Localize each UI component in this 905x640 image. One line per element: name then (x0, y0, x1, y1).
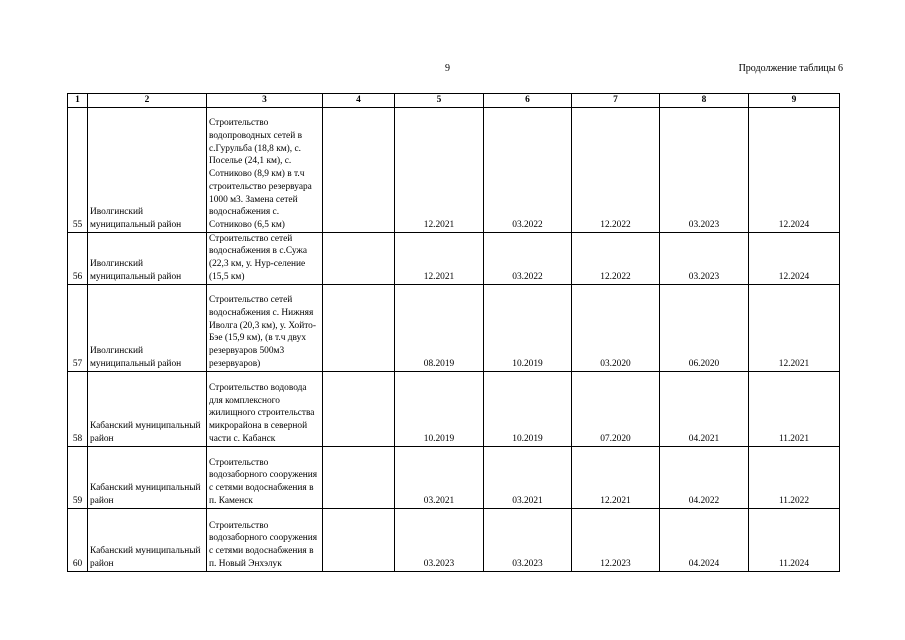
description-cell: Строительство сетей водоснабжения с. Нижняя Иволга (20,3 км), у. Хойто-Бэе (15,9 км), (в т.ч двух резервуаров 500м3 резервуаров) (207, 284, 323, 371)
table-continuation-label: Продолжение таблицы 6 (738, 63, 843, 74)
date-cell: 12.2022 (572, 232, 660, 284)
table-row (68, 508, 840, 571)
data-table (67, 93, 840, 572)
cell-col4 (323, 371, 395, 446)
row-number: 55 (68, 107, 88, 232)
cell-col4 (323, 107, 395, 232)
district-cell: Кабанский муниципальный район (88, 446, 207, 508)
date-cell: 12.2024 (749, 107, 840, 232)
date-cell: 03.2023 (660, 107, 749, 232)
date-cell: 07.2020 (572, 371, 660, 446)
date-cell: 04.2024 (660, 508, 749, 571)
date-cell: 04.2022 (660, 446, 749, 508)
date-cell: 03.2020 (572, 284, 660, 371)
district-cell: Кабанский муниципальный район (88, 508, 207, 571)
cell-col4 (323, 284, 395, 371)
date-cell: 03.2023 (660, 232, 749, 284)
date-cell: 12.2023 (572, 508, 660, 571)
date-cell: 03.2021 (395, 446, 484, 508)
description-cell: Строительство водозаборного сооружения с сетями водоснабжения в п. Каменск (207, 446, 323, 508)
table-row (68, 371, 840, 446)
date-cell: 12.2021 (749, 284, 840, 371)
column-header: 6 (484, 94, 572, 108)
date-cell: 11.2021 (749, 371, 840, 446)
column-header: 1 (68, 94, 88, 108)
column-header: 5 (395, 94, 484, 108)
table-row (68, 232, 840, 284)
page-number: 9 (445, 63, 450, 74)
date-cell: 11.2024 (749, 508, 840, 571)
row-number: 59 (68, 446, 88, 508)
cell-col4 (323, 446, 395, 508)
district-cell: Кабанский муниципальный район (88, 371, 207, 446)
row-number: 57 (68, 284, 88, 371)
table-row (68, 284, 840, 371)
column-header: 4 (323, 94, 395, 108)
column-header: 9 (749, 94, 840, 108)
date-cell: 12.2022 (572, 107, 660, 232)
date-cell: 12.2021 (395, 107, 484, 232)
date-cell: 10.2019 (484, 371, 572, 446)
description-cell: Строительство водовода для комплексного жилищного строительства микрорайона в северной части с. Кабанск (207, 371, 323, 446)
date-cell: 10.2019 (395, 371, 484, 446)
date-cell: 03.2023 (484, 508, 572, 571)
date-cell: 12.2021 (395, 232, 484, 284)
date-cell: 03.2023 (395, 508, 484, 571)
column-header: 7 (572, 94, 660, 108)
date-cell: 10.2019 (484, 284, 572, 371)
district-cell: Иволгинский муниципальный район (88, 284, 207, 371)
table-row (68, 446, 840, 508)
cell-col4 (323, 232, 395, 284)
date-cell: 12.2021 (572, 446, 660, 508)
date-cell: 03.2021 (484, 446, 572, 508)
row-number: 56 (68, 232, 88, 284)
date-cell: 06.2020 (660, 284, 749, 371)
date-cell: 12.2024 (749, 232, 840, 284)
district-cell: Иволгинский муниципальный район (88, 107, 207, 232)
header-row (68, 94, 840, 108)
description-cell: Строительство сетей водоснабжения в с.Сужа (22,3 км, у. Нур-селение (15,5 км) (207, 232, 323, 284)
row-number: 58 (68, 371, 88, 446)
row-number: 60 (68, 508, 88, 571)
column-header: 2 (88, 94, 207, 108)
table-row (68, 107, 840, 232)
column-header: 8 (660, 94, 749, 108)
date-cell: 03.2022 (484, 107, 572, 232)
date-cell: 11.2022 (749, 446, 840, 508)
district-cell: Иволгинский муниципальный район (88, 232, 207, 284)
date-cell: 04.2021 (660, 371, 749, 446)
description-cell: Строительство водопроводных сетей в с.Гурульба (18,8 км), с. Поселье (24,1 км), с. Сотниково (8,9 км) в т.ч строительство резервуара 1000 м3. Замена сетей водоснабжения с. Сотниково (6,5 км) (207, 107, 323, 232)
cell-col4 (323, 508, 395, 571)
date-cell: 08.2019 (395, 284, 484, 371)
column-header: 3 (207, 94, 323, 108)
date-cell: 03.2022 (484, 232, 572, 284)
description-cell: Строительство водозаборного сооружения с сетями водоснабжения в п. Новый Энхэлук (207, 508, 323, 571)
